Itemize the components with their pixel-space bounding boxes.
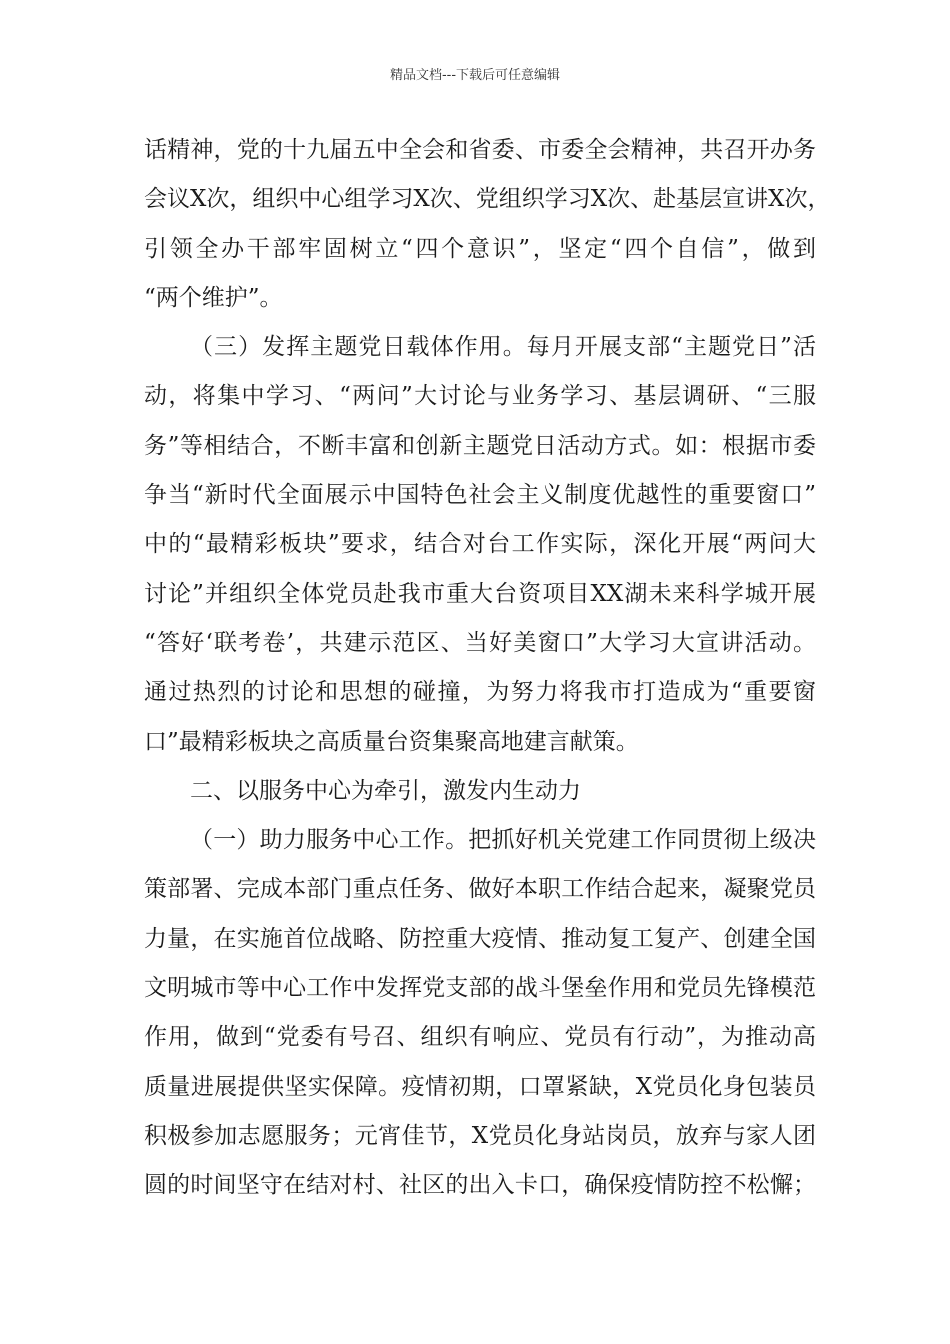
text-line: 中的“最精彩板块”要求，结合对台工作实际，深化开展“两问大 (144, 531, 816, 558)
page-header: 精品文档---下载后可任意编辑 (389, 68, 561, 83)
text-line: 二、以服务中心为牵引，激发内生动力 (190, 777, 581, 804)
text-line: 话精神，党的十九届五中全会和省委、市委全会精神，共召开办务 (144, 137, 816, 163)
text-line: 会议X次，组织中心组学习X次、党组织学习X次、赴基层宣讲X次， (144, 186, 831, 213)
text-line: 通过热烈的讨论和思想的碰撞，为努力将我市打造成为“重要窗 (144, 679, 816, 706)
text-line: 策部署、完成本部门重点任务、做好本职工作结合起来，凝聚党员 (144, 876, 816, 903)
text-line: 文明城市等中心工作中发挥党支部的战斗堡垒作用和党员先锋模范 (144, 975, 816, 1002)
text-line: “答好‘联考卷’，共建示范区、当好美窗口”大学习大宣讲活动。 (144, 629, 816, 656)
text-line: （一）助力服务中心工作。把抓好机关党建工作同贯彻上级决 (190, 827, 816, 854)
text-line: 作用，做到“党委有号召、组织有响应、党员有行动”，为推动高 (144, 1024, 816, 1051)
text-line: 质量进展提供坚实保障。疫情初期，口罩紧缺，X党员化身包装员 (144, 1073, 816, 1100)
text-line: 口”最精彩板块之高质量台资集聚高地建言献策。 (144, 728, 639, 755)
text-line: 圆的时间坚守在结对村、社区的出入卡口，确保疫情防控不松懈； (144, 1172, 816, 1199)
text-line: （三）发挥主题党日载体作用。每月开展支部“主题党日”活 (190, 334, 816, 361)
text-line: 引领全办干部牢固树立“四个意识”，坚定“四个自信”，做到 (144, 235, 816, 262)
text-line: 争当“新时代全面展示中国特色社会主义制度优越性的重要窗口” (144, 482, 816, 509)
text-line: 讨论”并组织全体党员赴我市重大台资项目XX湖未来科学城开展 (144, 580, 816, 607)
text-line: “两个维护”。 (144, 284, 283, 311)
text-line: 动，将集中学习、“两问”大讨论与业务学习、基层调研、“三服 (144, 383, 816, 410)
text-line: 积极参加志愿服务；元宵佳节，X党员化身站岗员，放弃与家人团 (144, 1122, 816, 1149)
document-body (144, 126, 831, 1211)
text-line: 务”等相结合，不断丰富和创新主题党日活动方式。如：根据市委 (144, 432, 816, 459)
text-line: 力量，在实施首位战略、防控重大疫情、推动复工复产、创建全国 (144, 925, 816, 952)
